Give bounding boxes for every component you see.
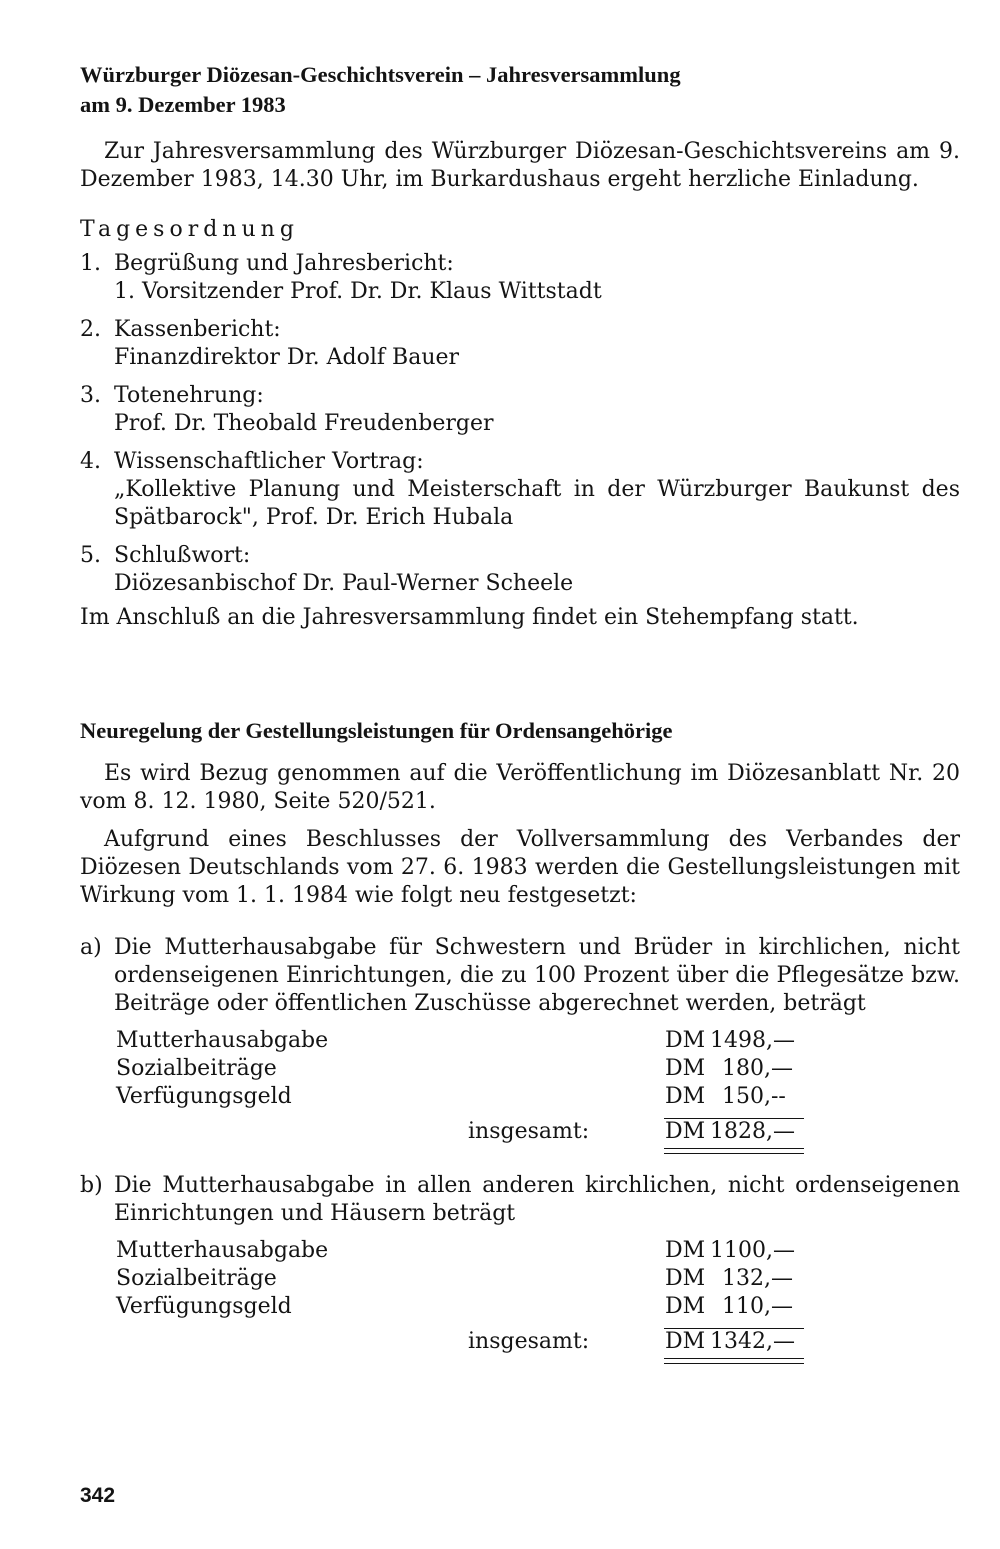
amount-row bbox=[80, 1294, 960, 1322]
agenda-item bbox=[80, 316, 960, 372]
amount-currency: DM bbox=[665, 1266, 706, 1291]
agenda-item bbox=[80, 250, 960, 306]
amount-currency: DM bbox=[665, 1294, 706, 1319]
agenda-list bbox=[80, 250, 960, 598]
agenda-item-title: Wissenschaftlicher Vortrag: bbox=[114, 449, 424, 474]
amount-label: Verfügungsgeld bbox=[116, 1084, 292, 1109]
total-value: 1828,— bbox=[710, 1119, 795, 1144]
amount-currency: DM bbox=[665, 1238, 706, 1263]
total-label: insgesamt: bbox=[468, 1329, 590, 1354]
amount-value: 110,— bbox=[722, 1294, 793, 1319]
double-underline bbox=[664, 1148, 804, 1154]
total-label: insgesamt: bbox=[468, 1119, 590, 1144]
amount-table-a bbox=[80, 1028, 960, 1158]
agenda-item-number: 2. bbox=[80, 317, 101, 342]
document-page bbox=[80, 60, 960, 1368]
agenda-heading: Tagesordnung bbox=[80, 217, 299, 242]
clause-a bbox=[80, 934, 960, 1018]
amount-row bbox=[80, 1028, 960, 1056]
agenda-item-title: Kassenbericht: bbox=[114, 317, 281, 342]
page-number: 342 bbox=[80, 1484, 116, 1507]
total-currency: DM bbox=[665, 1329, 706, 1354]
clause-label: a) bbox=[80, 935, 102, 960]
clause-text: Die Mutterhausabgabe für Schwestern und Brüder in kirchlichen, nicht ordenseigenen Einrichtungen, die zu 100 Prozent über die Pflegesätze bzw. Beiträge oder öffentlichen Zuschüsse abgerechnet werden, beträgt bbox=[114, 935, 960, 1016]
agenda-item-speaker: 1. Vorsitzender Prof. Dr. Dr. Klaus Wittstadt bbox=[114, 279, 602, 304]
agenda-item-number: 1. bbox=[80, 251, 101, 276]
amount-row bbox=[80, 1084, 960, 1112]
amount-currency: DM bbox=[665, 1056, 706, 1081]
amount-row bbox=[80, 1056, 960, 1084]
agenda-item bbox=[80, 448, 960, 532]
agenda-item-number: 4. bbox=[80, 449, 101, 474]
agenda-item-number: 3. bbox=[80, 383, 101, 408]
section-title-date: am 9. Dezember 1983 bbox=[80, 92, 286, 117]
agenda-item-speaker: Diözesanbischof Dr. Paul-Werner Scheele bbox=[114, 571, 574, 596]
amount-label: Mutterhausabgabe bbox=[116, 1028, 329, 1053]
amount-row bbox=[80, 1238, 960, 1266]
clause-label: b) bbox=[80, 1173, 103, 1198]
resolution-paragraph: Aufgrund eines Beschlusses der Vollversammlung des Verbandes der Diözesen Deutschlands vom 27. 6. 1983 werden die Gestellungsleistungen mit Wirkung vom 1. 1. 1984 wie folgt neu festgesetzt: bbox=[80, 827, 960, 908]
amount-row bbox=[80, 1266, 960, 1294]
agenda-item-speaker: Prof. Dr. Theobald Freudenberger bbox=[114, 411, 494, 436]
clause-text: Die Mutterhausabgabe in allen anderen kirchlichen, nicht ordenseigenen Einrichtungen und Häusern beträgt bbox=[114, 1173, 960, 1226]
amount-table-b bbox=[80, 1238, 960, 1368]
amount-currency: DM bbox=[665, 1028, 706, 1053]
agenda-item bbox=[80, 542, 960, 598]
agenda-item-title: Schlußwort: bbox=[114, 543, 251, 568]
amount-value: 150,-- bbox=[722, 1084, 786, 1109]
amount-currency: DM bbox=[665, 1084, 706, 1109]
closing-note: Im Anschluß an die Jahresversammlung findet ein Stehempfang statt. bbox=[80, 605, 859, 630]
agenda-item-number: 5. bbox=[80, 543, 101, 568]
clause-b bbox=[80, 1172, 960, 1228]
agenda-item-title: Totenehrung: bbox=[114, 383, 264, 408]
double-underline bbox=[664, 1358, 804, 1364]
agenda-item-speaker: Finanzdirektor Dr. Adolf Bauer bbox=[114, 345, 460, 370]
invitation-paragraph: Zur Jahresversammlung des Würzburger Diözesan-Geschichtsvereins am 9. Dezember 1983, 14.30 Uhr, im Burkardushaus ergeht herzliche Einladung. bbox=[80, 139, 960, 192]
agenda-item-title: Begrüßung und Jahresbericht: bbox=[114, 251, 454, 276]
reference-paragraph: Es wird Bezug genommen auf die Veröffentlichung im Diözesanblatt Nr. 20 vom 8. 12. 1980, Seite 520/521. bbox=[80, 761, 960, 814]
amount-value: 1100,— bbox=[710, 1238, 795, 1263]
total-row bbox=[80, 1328, 960, 1368]
total-row bbox=[80, 1118, 960, 1158]
total-value: 1342,— bbox=[710, 1329, 795, 1354]
section-title-jahresversammlung: Würzburger Diözesan-Geschichtsverein – Jahresversammlung bbox=[80, 62, 681, 87]
amount-label: Verfügungsgeld bbox=[116, 1294, 292, 1319]
agenda-item bbox=[80, 382, 960, 438]
amount-value: 1498,— bbox=[710, 1028, 795, 1053]
section-title-gestellungsleistungen: Neuregelung der Gestellungsleistungen für Ordensangehörige bbox=[80, 718, 673, 743]
amount-label: Sozialbeiträge bbox=[116, 1266, 277, 1291]
amount-value: 132,— bbox=[722, 1266, 793, 1291]
amount-label: Sozialbeiträge bbox=[116, 1056, 277, 1081]
total-currency: DM bbox=[665, 1119, 706, 1144]
amount-label: Mutterhausabgabe bbox=[116, 1238, 329, 1263]
agenda-item-speaker: „Kollektive Planung und Meisterschaft in der Würzburger Baukunst des Spätbarock", Prof. Dr. Erich Hubala bbox=[114, 477, 960, 530]
amount-value: 180,— bbox=[722, 1056, 793, 1081]
